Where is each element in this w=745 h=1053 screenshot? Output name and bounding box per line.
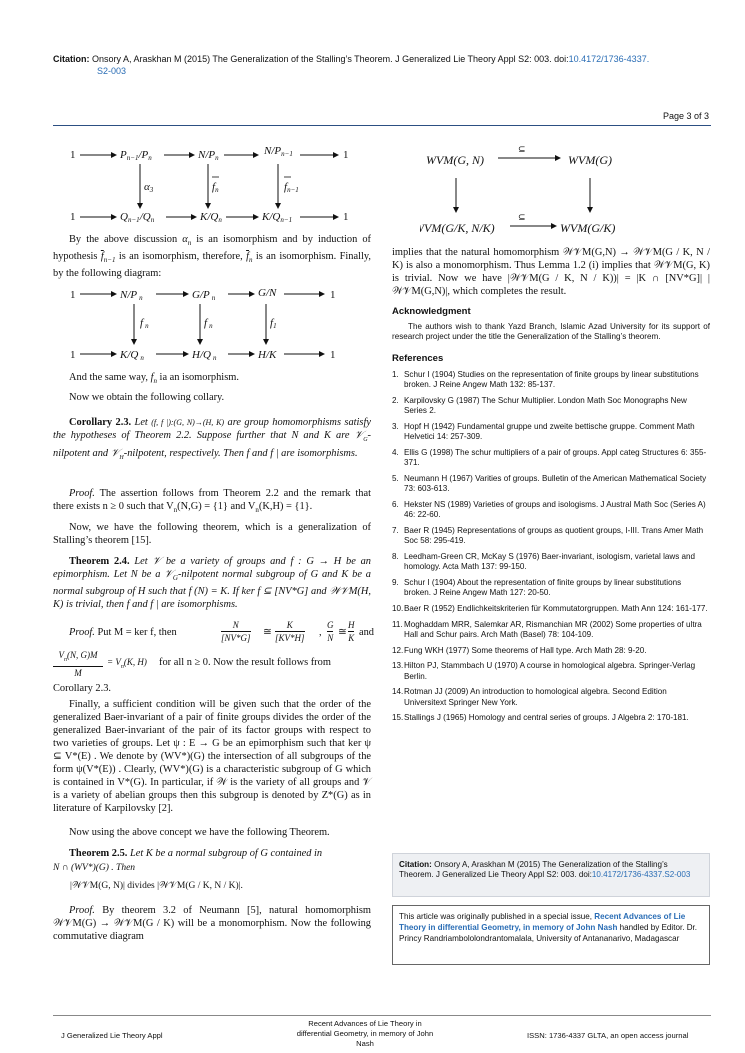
reference-text: Moghaddam MRR, Salemkar AR, Rismanchian MR (2002) Some properties of ultra Hall and Schur pairs. Arch Math (Basel) 78: 104-109.	[404, 619, 702, 639]
svg-text:1: 1	[330, 349, 336, 361]
citation-label: Citation:	[53, 54, 90, 64]
paragraph-implies: implies that the natural homomorphism 𝒲𝒱M(G,N) → 𝒲𝒱M(G / K, N / K) is also a monomorphism. Thus Lemma 1.2 (i) implies that 𝒲𝒱M(G, K) is trivial. Now we have |𝒲𝒱M(G / K, N / K))| = |K ∩ [NV*G]| |𝒲𝒱M(G,N)|, which completes the result.	[392, 247, 710, 297]
footer-issn: ISSN: 1736-4337 GLTA, an open access journal	[527, 1031, 689, 1040]
svg-text:1: 1	[70, 289, 76, 301]
reference-item	[392, 687, 710, 708]
reference-number: 8.	[392, 552, 399, 561]
paragraph-sufficient-condition: Finally, a sufficient condition will be given such that the order of the generalized Baer-invariant of a pair of finite groups divides the order of the generalized Baer-invariant of the pair of its factor groups with respect to two varieties of groups. Let ψ : E → G be an epimorphism such that ker ψ ⊆ V*(E) . We denote by (WV*)(G) the intersection of all subgroups of the form ψ(V*(E)) . Clearly, (WV*)(G) is a characteristic subgroup of G which is contained in V*(G). In particular, if 𝒲 is the variety of all groups and 𝒱 is a variety of abelian groups then this subgroup is denoted by Z*(G) as in literature of Karpilovsky [2].	[53, 699, 371, 814]
proof-theorem-2-4: Proof. Put M = ker f, then N [NV*G] ≅ K [KV*H] , G N ≅ H K and $V_n(N$, G)M M = $V_n(K$, H) for all n ≥ 0. Now the result follows from Corollary 2.3.	[53, 620, 375, 694]
reference-item	[392, 620, 710, 641]
reference-number: 15.	[392, 713, 404, 723]
footer-journal: J Generalized Lie Theory Appl	[61, 1031, 163, 1040]
d3-bottom-left: WVM(G/K, N/K)	[420, 221, 495, 235]
reference-text: Hopf H (1942) Fundamental gruppe und zweite bettische gruppe. Comment Math Helvetici 14: 257-309.	[404, 422, 695, 442]
reference-item	[392, 370, 710, 391]
paragraph-theorem-intro: Now, we have the following theorem, which is a generalization of Stalling’s theorem [15].	[53, 522, 371, 546]
footer-special-issue: Recent Advances of Lie Theory in differential Geometry, in memory of John Nash	[296, 1019, 434, 1048]
svg-text:K/Qn: K/Qn	[200, 211, 222, 224]
citation-doi-link[interactable]: 10.4172/1736-4337.	[568, 54, 650, 64]
reference-item	[392, 661, 710, 682]
reference-item	[392, 474, 710, 495]
reference-text: Baer R (1952) Endlichkeitskriterien für Kommutatorgruppen. Math Ann 124: 161-177.	[404, 604, 708, 613]
box-citation-doi-link[interactable]: 10.4172/1736-4337.S2-003	[591, 870, 691, 880]
svg-text:⊆: ⊆	[518, 144, 526, 154]
corollary-2-3: Corollary 2.3. Let (f, f |):(G, N)→(H, K) are group homomorphisms satisfy the hypotheses of Theorem 2.2. Suppose further that N and K are 𝒱$_G$-nilpotent and 𝒱$_H$-nilpotent, respectively. Then f and f | are isomorphisms.	[53, 417, 371, 462]
box-citation: Citation: Onsory A, Araskhan M (2015) The Generalization of the Stalling’s Theorem. J Generalized Lie Theory Appl S2: 003. doi:10.4172/1736-4337.S2-003	[392, 853, 710, 897]
reference-number: 1.	[392, 370, 399, 379]
svg-text:1: 1	[70, 349, 76, 361]
page-number: Page 3 of 3	[662, 111, 709, 121]
reference-number: 7.	[392, 526, 399, 535]
svg-text:1: 1	[330, 289, 336, 301]
reference-text: Fung WKH (1977) Some theorems of Hall type. Arch Math 28: 9-20.	[404, 645, 647, 655]
special-issue-note: This article was originally published in a special issue, Recent Advances of Lie Theory in differential Geometry, in memory of John Nash handled by Editor. Dr. Princy Randriambololondrantomalala, University of Antananarivo, Madagascar	[392, 905, 710, 965]
svg-text:α3: α3	[144, 181, 154, 194]
reference-item	[392, 646, 710, 656]
reference-item	[392, 713, 710, 723]
acknowledgment-text: The authors wish to thank Yazd Branch, Islamic Azad University for its support of research project under the title the Generalization of the Stalling’s theorem.	[392, 322, 710, 342]
reference-item	[392, 526, 710, 547]
reference-text: Baer R (1945) Representations of groups as quotient groups, I-III. Trans Amer Math Soc 58: 295-419.	[404, 526, 704, 546]
svg-text:G/Pn: G/P n	[192, 289, 216, 302]
reference-text: Hilton PJ, Stammbach U (1970) A course in homological algebra. Springer-Verlag Berlin.	[404, 661, 696, 681]
header-citation	[53, 53, 713, 77]
d1-top-1: 1	[70, 149, 76, 161]
reference-text: Schur I (1904) Studies on the representation of finite groups by linear substitutions broken. J Reine Angew Math 132: 85-137.	[404, 370, 699, 390]
svg-text:fn−1: fn−1	[284, 181, 299, 194]
reference-number: 14.	[392, 687, 404, 697]
svg-text:1: 1	[70, 211, 76, 223]
svg-text:H/Qn: H/Q n	[192, 349, 217, 362]
svg-text:N/Pn: N/Pn	[198, 149, 219, 162]
svg-text:K/Qn−1: K/Qn−1	[262, 211, 293, 224]
d3-bottom-right: WVM(G/K)	[560, 221, 616, 235]
svg-text:1: 1	[343, 211, 349, 223]
svg-text:Qn−1/Qn: Qn−1/Qn	[120, 211, 155, 224]
svg-text:fn: fn	[204, 317, 213, 330]
paragraph-collary: Now we obtain the following collary.	[69, 392, 225, 403]
acknowledgment-title: Acknowledgment	[392, 306, 471, 317]
d3-top-right: WVM(G)	[568, 153, 612, 167]
svg-text:Pn−1/Pn: Pn−1/Pn	[120, 149, 152, 162]
reference-item	[392, 604, 710, 614]
commutative-diagram-1	[62, 140, 362, 233]
reference-text: Hekster NS (1989) Varieties of groups and isologisms. J Austral Math Soc (Series A) 46: 22-60.	[404, 500, 706, 520]
svg-text:N/Pn−1: N/Pn−1	[264, 145, 293, 158]
citation-doi-link-2[interactable]: S2-003	[97, 66, 127, 76]
special-issue-link[interactable]: Recent Advances of Lie Theory in differential Geometry, in memory of John Nash	[399, 912, 686, 932]
reference-text: Karpilovsky G (1987) The Schur Multiplier. London Math Soc Monographs New Series 2.	[404, 396, 687, 416]
reference-number: 9.	[392, 578, 399, 587]
commutative-diagram-2	[62, 284, 362, 373]
reference-number: 13.	[392, 661, 404, 671]
theorem-2-5-cont: N ∩ (WV*)(G) . Then	[53, 863, 136, 873]
reference-number: 3.	[392, 422, 399, 431]
reference-item	[392, 422, 710, 443]
reference-item	[392, 552, 710, 573]
svg-text:fn: fn	[140, 317, 149, 330]
svg-text:G/N: G/N	[258, 287, 277, 299]
reference-number: 10.	[392, 604, 404, 613]
paragraph-induction: By the above discussion $\alpha_n$ is an isomorphism and by induction of hypothesis $\overline{f}_{n-1}$ is an isomorphism, therefore, $\overline{f}_n$ is an isomorphism. Finally, by the following diagram:	[53, 234, 371, 280]
proof-corollary: Proof. The assertion follows from Theorem 2.2 and the remark that there exists n ≥ 0 such that $V_n(N,G) = \{1\}$ and $V_n(K,H) = \{1\}$.	[53, 488, 371, 515]
svg-text:H/K: H/K	[258, 349, 277, 361]
reference-item	[392, 578, 710, 599]
svg-text:K/Qn: K/Q n	[120, 349, 144, 362]
reference-text: Stallings J (1965) Homology and central series of groups. J Algebra 2: 170-181.	[404, 713, 689, 723]
theorem-2-5-formula: |𝒲𝒱M(G, N)| divides |𝒲𝒱M(G / K, N / K)|.	[70, 881, 243, 891]
paragraph-using-concept: Now using the above concept we have the following Theorem.	[69, 827, 330, 838]
citation-text: Onsory A, Araskhan M (2015) The Generalization of the Stalling’s Theorem. J Generalized Lie Theory Appl S2: 003. doi:	[92, 54, 569, 64]
paragraph-same-way: And the same way, $f_n$ ia an isomorphism.	[69, 372, 239, 386]
svg-text:fn: fn	[212, 181, 219, 194]
reference-number: 6.	[392, 500, 399, 509]
references-list	[392, 370, 710, 729]
d3-top-left: WVM(G, N)	[426, 153, 484, 167]
reference-text: Rotman JJ (2009) An introduction to homological algebra. Second Edition Universitext Springer New York.	[404, 687, 667, 707]
header-rule	[53, 125, 711, 126]
reference-item	[392, 396, 710, 417]
footer-rule	[53, 1015, 711, 1016]
svg-text:⊆: ⊆	[518, 212, 526, 222]
theorem-2-4: Theorem 2.4. Let 𝒱 be a variety of groups and f : G → H be an epimorphism. Let N be a 𝒱$_G$-nilpotent normal subgroup of G and K be a normal subgroup of H such that f (N) = K. If ker f ⊆ [NV*G] and 𝒲𝒱M(H, K) is trivial, then f and f | are isomorphisms.	[53, 556, 371, 611]
proof-theorem-2-5: Proof. By theorem 3.2 of Neumann [5], natural homomorphism 𝒲𝒱M(G) → 𝒲𝒱M(G / K) will be a monomorphism. Now the following commutative diagram	[53, 905, 371, 942]
reference-number: 12.	[392, 645, 404, 655]
commutative-diagram-3	[420, 140, 630, 241]
reference-number: 4.	[392, 448, 399, 457]
theorem-2-5: Theorem 2.5. Let K be a normal subgroup of G contained in	[69, 848, 323, 859]
reference-text: Leedham-Green CR, McKay S (1976) Baer-invariant, isologism, varietal laws and homology. Acta Math 137: 99-150.	[404, 552, 696, 572]
reference-text: Schur I (1904) About the representation of finite groups by linear substitutions broken. J Reine Angew Math 127: 20-50.	[404, 578, 682, 598]
svg-text:1: 1	[343, 149, 349, 161]
reference-item	[392, 500, 710, 521]
svg-text:f1: f1	[270, 317, 277, 330]
reference-number: 11.	[392, 619, 403, 629]
reference-number: 5.	[392, 474, 399, 483]
references-title: References	[392, 353, 444, 364]
reference-text: Neumann H (1967) Varities of groups. Bulletin of the American Mathematical Society 73: 603-613.	[404, 474, 707, 494]
svg-text:N/Pn: N/P n	[120, 289, 143, 302]
reference-number: 2.	[392, 396, 399, 405]
reference-item	[392, 448, 710, 469]
reference-text: Ellis G (1998) The schur multipliers of a pair of groups. Appl categ Structures 6: 355-371.	[404, 448, 707, 468]
